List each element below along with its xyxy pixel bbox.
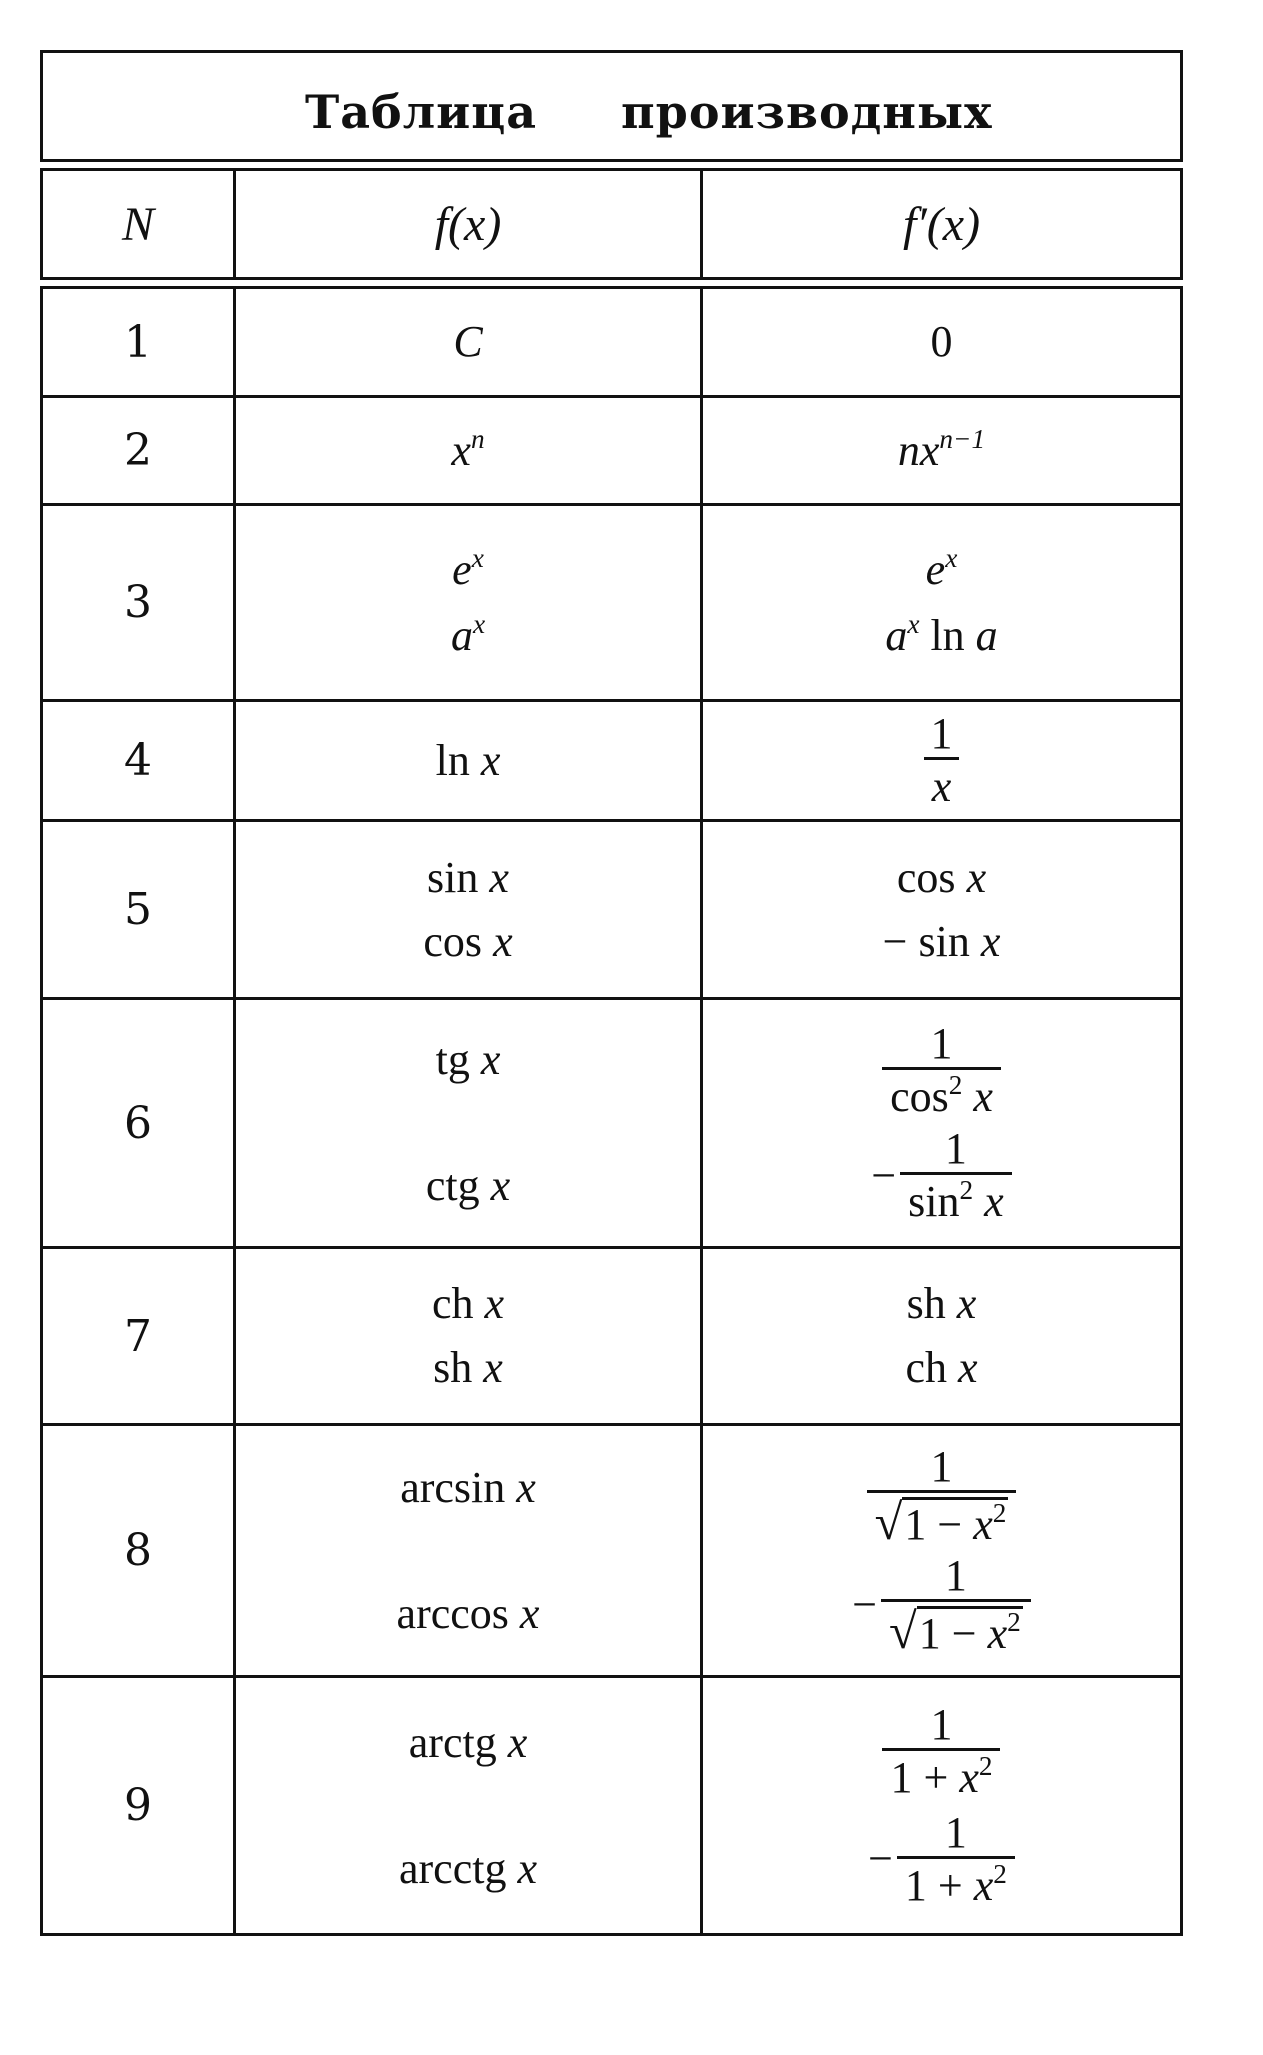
formula-argument: x [483, 1343, 503, 1392]
formula-exponent: x [945, 542, 958, 573]
fraction-denominator [881, 1599, 1031, 1658]
fraction-numerator: 1 [930, 708, 953, 758]
derivative-cell [703, 1678, 1180, 1933]
formula-exponent: 2 [948, 1069, 963, 1100]
table-row-number: 1 [124, 316, 152, 368]
formula-function: ctg [425, 1161, 480, 1210]
header-n: N [121, 197, 154, 251]
formula-function: sin [427, 852, 479, 902]
fraction-denominator [867, 1490, 1017, 1549]
radical-sign: √ [889, 1603, 917, 1660]
table-header-row [40, 168, 1183, 280]
formula-exponent: x [907, 608, 920, 639]
derivative-cell [703, 506, 1180, 699]
formula-exponent: x [471, 542, 484, 573]
formula [431, 1279, 505, 1328]
formula-function: sh [433, 1343, 473, 1392]
fraction-denominator: x [924, 757, 960, 810]
function-cell [236, 506, 700, 699]
table-title-box [40, 50, 1183, 162]
formula [868, 1807, 1015, 1910]
formula-constant: 1 + [904, 1860, 974, 1910]
formula [399, 1843, 537, 1893]
formula-argument: a [975, 610, 998, 660]
formula-argument: x [517, 1843, 537, 1893]
function-cell [236, 1249, 700, 1423]
formula [435, 1035, 501, 1084]
fraction [900, 1126, 1012, 1225]
formula [450, 608, 486, 660]
formula-argument: x [484, 1279, 505, 1328]
formula [852, 1550, 1031, 1660]
formula-argument: x [489, 852, 509, 902]
function-cell [236, 822, 700, 997]
table-row-number: 2 [124, 425, 152, 476]
formula-function: arcctg [399, 1843, 507, 1893]
formula-sign: − [871, 1150, 897, 1200]
formula [396, 1588, 540, 1638]
formula-base: e [452, 544, 472, 594]
derivative-cell [703, 398, 1180, 503]
formula [427, 852, 509, 902]
formula [423, 916, 513, 966]
table-row-number: 7 [124, 1310, 152, 1362]
title-word-derivatives: производных [621, 85, 993, 139]
formula-argument: x [987, 1608, 1008, 1658]
table-row-number: 3 [124, 577, 152, 628]
formula-argument: x [973, 1860, 994, 1910]
radicand [902, 1497, 1008, 1548]
formula [925, 542, 958, 594]
formula [452, 542, 484, 594]
formula [400, 1462, 536, 1512]
derivative-cell [703, 1426, 1180, 1675]
function-cell [236, 702, 700, 819]
formula-constant: 1 + [890, 1753, 960, 1803]
formula-sign: − [882, 916, 908, 966]
header-fx: f(x) [434, 197, 502, 251]
title-word-table: Таблица [305, 85, 538, 139]
fraction [881, 1550, 1031, 1660]
fraction-numerator: 1 [930, 1441, 953, 1491]
formula [885, 608, 998, 660]
fraction-numerator: 1 [944, 1807, 967, 1857]
formula-sign: − [852, 1579, 878, 1629]
fraction [882, 1702, 1000, 1801]
formula-argument: x [956, 1279, 977, 1328]
table-row-number: 6 [124, 1097, 152, 1149]
formula [896, 852, 987, 902]
fraction [924, 708, 960, 811]
fraction-denominator [882, 1748, 1000, 1801]
derivative-cell [703, 1249, 1180, 1423]
formula-sign: − [868, 1834, 893, 1884]
fraction [882, 1018, 1001, 1121]
formula-exponent: n−1 [939, 423, 986, 454]
formula-argument: x [516, 1462, 536, 1512]
formula-exponent: 2 [959, 1175, 974, 1206]
formula [905, 1343, 978, 1392]
formula-text: 0 [930, 317, 953, 366]
formula-base: a [450, 610, 473, 660]
formula-function: sh [906, 1279, 946, 1328]
formula-function: cos [890, 1071, 949, 1121]
square-root [874, 1494, 1009, 1551]
derivative-cell [703, 289, 1180, 395]
function-cell [236, 1426, 700, 1675]
formula-text: C [453, 317, 483, 366]
formula-base: nx [897, 425, 940, 475]
formula-function: ln [435, 735, 470, 785]
formula-argument: x [493, 916, 513, 966]
formula-function: ch [905, 1343, 947, 1392]
formula-argument: x [490, 1161, 511, 1210]
table-row-number: 8 [124, 1525, 152, 1576]
formula-function: sin [908, 1177, 960, 1227]
formula-function: arctg [408, 1717, 497, 1767]
fraction-denominator [900, 1172, 1012, 1225]
fraction-numerator: 1 [930, 1700, 953, 1750]
formula-function: ln [930, 610, 965, 660]
fraction-numerator: 1 [944, 1124, 967, 1173]
derivative-cell [703, 702, 1180, 819]
radicand [917, 1606, 1023, 1657]
formula [425, 1161, 511, 1210]
formula-argument: x [984, 1177, 1004, 1227]
function-cell [236, 1678, 700, 1933]
fraction [897, 1807, 1015, 1910]
header-dfx: f′(x) [902, 197, 981, 251]
formula-argument: x [480, 1035, 501, 1084]
formula-argument: x [966, 852, 987, 902]
table-row-number: 5 [124, 884, 152, 935]
formula-argument: x [980, 916, 1001, 966]
formula [882, 916, 1001, 966]
fraction-numerator: 1 [944, 1550, 967, 1600]
formula-argument: x [519, 1588, 540, 1638]
formula [906, 1279, 977, 1328]
formula-base: a [885, 610, 908, 660]
formula-exponent: 2 [978, 1751, 993, 1782]
table-row-number: 9 [124, 1780, 152, 1831]
formula-argument: x [959, 1753, 979, 1803]
formula-function: arcsin [400, 1462, 506, 1512]
formula [433, 1343, 503, 1392]
formula [897, 423, 986, 475]
function-cell [236, 398, 700, 503]
formula-exponent: 2 [992, 1497, 1007, 1528]
formula [435, 735, 501, 785]
formula-argument: x [507, 1717, 528, 1767]
formula [408, 1717, 528, 1767]
derivative-cell [703, 1000, 1180, 1246]
formula-argument: x [480, 735, 501, 785]
fraction-denominator [882, 1067, 1001, 1120]
formula-function: arccos [396, 1588, 509, 1638]
fraction-numerator: 1 [930, 1018, 953, 1068]
formula-exponent: n [470, 423, 485, 454]
formula-argument: x [973, 1071, 993, 1121]
radical-sign: √ [874, 1494, 903, 1551]
formula-base: e [925, 544, 946, 594]
formula-constant: 1 − [904, 1499, 974, 1549]
formula-argument: x [973, 1499, 993, 1549]
formula-function: cos [896, 852, 956, 902]
formula-constant: 1 − [918, 1608, 988, 1658]
fraction-denominator [897, 1856, 1015, 1909]
formula [871, 1126, 1011, 1225]
formula-function: tg [435, 1035, 470, 1084]
formula-exponent: 2 [993, 1858, 1007, 1889]
formula-function: cos [423, 916, 483, 966]
function-cell [236, 289, 700, 395]
formula-argument: x [958, 1343, 978, 1392]
formula-exponent: 2 [1007, 1606, 1021, 1637]
derivatives-table-body [40, 286, 1183, 1936]
formula-exponent: x [472, 608, 486, 639]
square-root [889, 1603, 1023, 1660]
formula [451, 423, 485, 475]
formula-function: sin [918, 916, 970, 966]
function-cell [236, 1000, 700, 1246]
formula-base: x [451, 425, 471, 475]
table-row-number: 4 [124, 735, 152, 786]
derivative-cell [703, 822, 1180, 997]
fraction [867, 1441, 1017, 1551]
formula-function: ch [431, 1279, 474, 1328]
